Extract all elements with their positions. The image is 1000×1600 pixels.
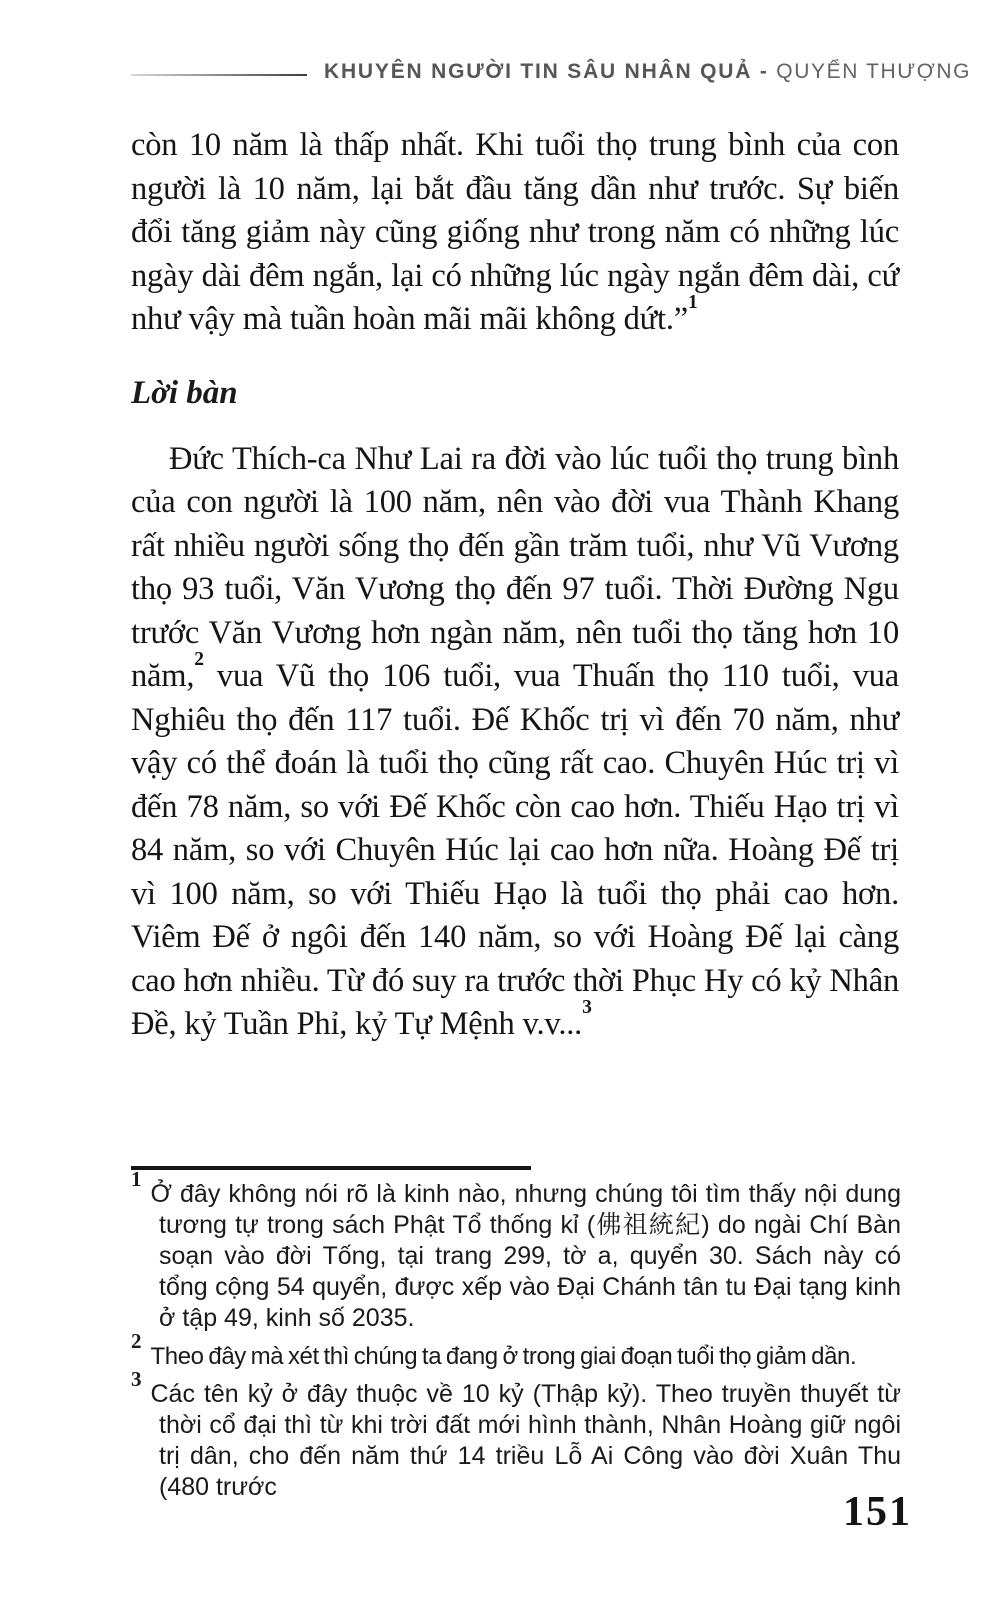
commentary-paragraph: [131, 438, 899, 1047]
footnote-separator-rule: [131, 1166, 531, 1170]
footnote-1-text: Ở đây không nói rõ là kinh nào, nhưng chúng tôi tìm thấy nội dung tương tự trong sách Phật Tổ thống kỉ (佛祖統紀) do ngài Chí Bàn soạn vào đời Tống, tại trang 299, tờ a, quyển 30. Sách này có tổng cộng 54 quyển, được xếp vào Đại Chánh tân tu Đại tạng kinh ở tập 49, kinh số 2035.: [150, 1180, 901, 1332]
running-header: [131, 60, 972, 84]
footnote-2-text: Theo đây mà xét thì chúng ta đang ở trong giai đoạn tuổi thọ giảm dần.: [150, 1343, 857, 1370]
volume-subtitle: QUYỂN THƯỢNG: [776, 60, 972, 83]
footnote-2-marker: 2: [131, 1328, 142, 1353]
footnote-1-marker: 1: [131, 1166, 142, 1191]
paragraph-2-text-part-1: Đức Thích-ca Như Lai ra đời vào lúc tuổi thọ trung bình của con người là 100 năm, nên vào đời vua Thành Khang rất nhiều người sống thọ đến gần trăm tuổi, như Vũ Vương thọ 93 tuổi, Văn Vương thọ đến 97 tuổi. Thời Đường Ngu trước Văn Vương hơn ngàn năm, nên tuổi thọ tăng hơn 10 năm,: [131, 440, 899, 694]
footnote-ref-2: 2: [194, 649, 204, 671]
book-title-main: KHUYÊN NGƯỜI TIN SÂU NHÂN QUẢ: [324, 60, 753, 83]
footnotes-section: [131, 1166, 901, 1510]
title-separator: -: [752, 60, 777, 83]
page-number: 151: [843, 1489, 912, 1535]
footnote-1: [131, 1166, 901, 1334]
paragraph-continuation: [131, 124, 899, 342]
section-heading-loi-ban: Lời bàn: [131, 374, 238, 411]
paragraph-2-text-part-2: vua Vũ thọ 106 tuổi, vua Thuấn thọ 110 tuổi, vua Nghiêu thọ đến 117 tuổi. Đế Khốc trị vì đến 70 năm, như vậy có thể đoán là tuổi thọ cũng rất cao. Chuyên Húc trị vì đến 78 năm, so với Đế Khốc còn cao hơn. Thiếu Hạo trị vì 84 năm, so với Chuyên Húc lại cao hơn nữa. Hoàng Đế trị vì 100 năm, so với Thiếu Hạo là tuổi thọ phải cao hơn. Viêm Đế ở ngôi đến 140 năm, so với Hoàng Đế lại càng cao hơn nhiều. Từ đó suy ra trước thời Phục Hy có kỷ Nhân Đề, kỷ Tuần Phỉ, kỷ Tự Mệnh v.v...: [131, 658, 899, 1042]
footnote-3: [131, 1366, 901, 1503]
body-text-column: [131, 124, 899, 1047]
footnote-ref-1: 1: [688, 292, 698, 314]
book-title: [324, 60, 971, 84]
header-rule: [131, 74, 307, 76]
footnote-2: [131, 1328, 901, 1372]
paragraph-1-text: còn 10 năm là thấp nhất. Khi tuổi thọ trung bình của con người là 10 năm, lại bắt đầu tăng dần như trước. Sự biến đổi tăng giảm này cũng giống như trong năm có những lúc ngày dài đêm ngắn, lại có những lúc ngày ngắn đêm dài, cứ như vậy mà tuần hoàn mãi mãi không dứt.”: [131, 127, 899, 337]
footnote-ref-3: 3: [582, 997, 592, 1019]
footnote-3-marker: 3: [131, 1366, 142, 1391]
footnote-3-text: Các tên kỷ ở đây thuộc về 10 kỷ (Thập kỷ). Theo truyền thuyết từ thời cổ đại thì từ khi trời đất mới hình thành, Nhân Hoàng giữ ngôi trị dân, cho đến năm thứ 14 triều Lỗ Ai Công vào đời Xuân Thu (480 trước: [150, 1380, 901, 1501]
